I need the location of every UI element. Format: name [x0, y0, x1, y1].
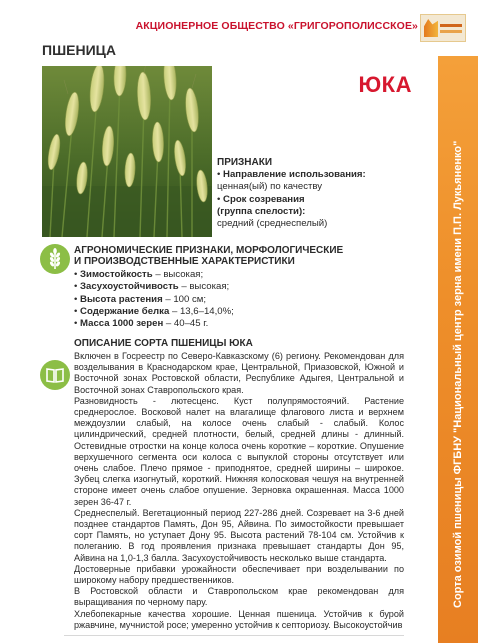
ripeness-group: (группа спелости): — [217, 205, 306, 217]
description-paragraph: Включен в Госреестр по Северо-Кавказскому (6) региону. Рекомендован для возделывания в Краснодарском крае, Центральной, Приазовской, Южной и Восточной зонах Ростовской области, Республике Адыгея, Центральной и Восточной зонах Ставропольского края. — [74, 351, 404, 395]
description-paragraph: Разновидность - лютесценс. Куст полупрямостоячий. Растение среднерослое. Восковой налет на влагалище флагового листа и верхнем междоузлии слабый, на колосе очень слабый - слабый. Колос цилиндрический, средней плотности, белый, средней длины - длинный. Остевидные отростки на конце колоса очень короткие – короткие. Опушение верхушечного сегмента оси колоса с выпуклой стороны отсутствует или очень слабое. Плечо прямое - приподнятое, средней ширины – широкое. Зубец слегка изогнутый, короткий. Нижняя колосковая чешуя на внутренней стороне имеет очень слабое опушение. Зерновка окрашенная. Масса 1000 зерен 36-47 г. — [74, 395, 404, 507]
signs-title: ПРИЗНАКИ — [217, 157, 273, 168]
ripeness-label-line — [217, 194, 417, 206]
book-icon-glyph — [40, 360, 70, 390]
ripeness-value: средний (среднеспелый) — [217, 218, 328, 230]
purpose-label-line — [217, 169, 417, 181]
agro-item-value: – высокая; — [178, 281, 230, 293]
agro-item-label: Зимостойкость — [80, 269, 153, 280]
list-item — [74, 281, 404, 293]
logo-text-line — [440, 24, 462, 27]
list-item — [74, 318, 404, 330]
section-title: ПШЕНИЦА — [42, 42, 116, 58]
agro-item-label: Масса 1000 зерен — [80, 318, 164, 330]
agro-item-value: – высокая; — [152, 269, 204, 280]
company-logo — [420, 14, 466, 42]
description-paragraph: Среднеспелый. Вегетационный период 227-286 дней. Созревает на 3-6 дней позднее стандартов Память, Дон 95, Айвина. По зимостойкости превышает сорт Память, но уступает Дону 95. Высота растений 78-104 см. Устойчив к полеганию. В год проявления признака превышает стандарты Дон 95, Айвина на 1,0-1,3 балла. Засухоустойчивость несколько выше стандарта. — [74, 507, 404, 563]
variety-name: ЮКА — [358, 72, 412, 97]
list-item — [74, 294, 404, 306]
side-banner — [438, 56, 478, 643]
agro-item-value: – 100 см; — [162, 293, 207, 305]
description-paragraph: В Ростовской области и Ставропольском крае рекомендован для выращивания по черному пару. — [74, 586, 404, 608]
agro-item-value: – 40–45 г. — [163, 318, 209, 330]
agro-heading-line1: АГРОНОМИЧЕСКИЕ ПРИЗНАКИ, МОРФОЛОГИЧЕСКИЕ — [74, 245, 344, 256]
wheat-field-photo — [42, 66, 212, 237]
logo-mark-icon — [424, 19, 438, 37]
agro-list — [74, 269, 404, 330]
purpose-value: ценная(ый) по качеству — [217, 181, 323, 193]
agro-item-value: – 13,6–14,0%; — [169, 305, 234, 317]
description-paragraph: Достоверные прибавки урожайности обеспечивает при возделывании по широкому набору предшественников. — [74, 563, 404, 586]
list-item — [74, 269, 404, 281]
agro-heading-line2: И ПРОИЗВОДСТВЕННЫЕ ХАРАКТЕРИСТИКИ — [74, 256, 295, 268]
agro-item-label: Засухоустойчивость — [80, 281, 179, 293]
company-name: АКЦИОНЕРНОЕ ОБЩЕСТВО «ГРИГОРОПОЛИССКОЕ» — [135, 20, 418, 32]
wheat-icon — [40, 244, 70, 274]
bottom-divider — [64, 635, 404, 636]
agro-item-label: Высота растения — [80, 293, 163, 305]
wheat-photo-illustration — [42, 66, 212, 237]
agro-heading — [74, 245, 404, 267]
logo-text-line — [440, 30, 462, 33]
ripeness-label: Срок созревания — [223, 193, 305, 205]
description-heading: ОПИСАНИЕ СОРТА ПШЕНИЦЫ ЮКА — [74, 338, 253, 349]
signs-block — [217, 157, 417, 230]
book-icon — [40, 360, 70, 390]
purpose-label: Направление использования: — [223, 169, 366, 181]
agro-item-label: Содержание белка — [80, 305, 170, 317]
description-body — [74, 351, 404, 631]
wheat-icon-glyph — [40, 244, 70, 274]
header-bar — [0, 0, 478, 8]
description-paragraph: Хлебопекарные качества хорошие. Ценная пшеница. Устойчив к бурой ржавчине, мучнистой росе; умеренно устойчив к септориозу. Высокоустойчив — [74, 608, 404, 630]
list-item — [74, 306, 404, 318]
side-banner-text: Сорта озимой пшеницы ФГБНУ "Национальный центр зерна имени П.П. Лукьяненко" — [452, 140, 464, 608]
